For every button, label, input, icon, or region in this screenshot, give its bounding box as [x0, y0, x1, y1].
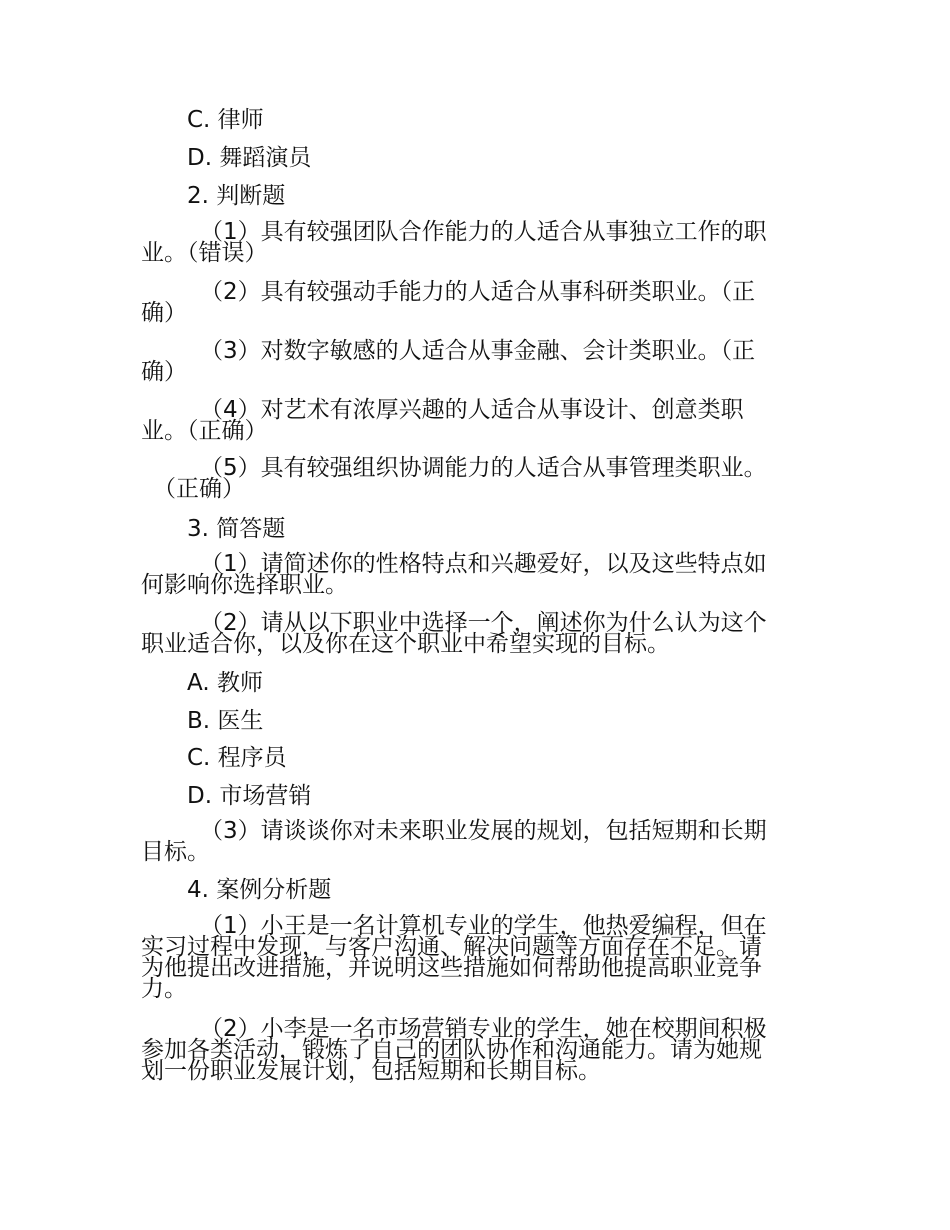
case-item-2: [141, 1016, 811, 1084]
judgment-item-4-line-1: （4）对艺术有浓厚兴趣的人适合从事设计、创意类职: [200, 397, 744, 423]
option-c-lawyer: C. 律师: [187, 107, 264, 133]
option-d-marketing: D. 市场营销: [187, 783, 312, 809]
short-answer-item-3: [141, 818, 811, 865]
judgment-item-3: [141, 338, 811, 385]
judgment-item-5-line-1: （5）具有较强组织协调能力的人适合从事管理类职业。: [200, 455, 767, 481]
judgment-item-1: [141, 219, 811, 266]
short-answer-item-1: [141, 551, 811, 598]
option-d-dancer: D. 舞蹈演员: [187, 145, 312, 171]
short-answer-item-3-line-1: （3）请谈谈你对未来职业发展的规划，包括短期和长期: [200, 818, 767, 844]
short-answer-item-2-line-1: （2）请从以下职业中选择一个，阐述你为什么认为这个: [200, 610, 767, 636]
judgment-item-3-line-1: （3）对数字敏感的人适合从事金融、会计类职业。（正: [200, 338, 756, 364]
judgment-item-1-line-1: （1）具有较强团队合作能力的人适合从事独立工作的职: [200, 219, 767, 245]
section-heading-judgment: 2. 判断题: [187, 183, 286, 209]
case-item-1-line-1: （1）小王是一名计算机专业的学生，他热爱编程，但在: [200, 913, 767, 939]
section-heading-short-answer: 3. 简答题: [187, 516, 286, 542]
short-answer-item-2: [141, 610, 811, 657]
case-item-2-line-1: （2）小李是一名市场营销专业的学生，她在校期间积极: [200, 1016, 767, 1042]
case-item-1-line-4: 力。: [141, 976, 187, 1002]
judgment-item-2-line-1: （2）具有较强动手能力的人适合从事科研类职业。（正: [200, 279, 756, 305]
judgment-item-5: [141, 455, 811, 502]
case-item-2-line-2: 参加各类活动，锻炼了自己的团队协作和沟通能力。请为她规: [141, 1037, 762, 1063]
short-answer-item-1-line-1: （1）请简述你的性格特点和兴趣爱好，以及这些特点如: [200, 551, 767, 577]
short-answer-item-2-line-2: 职业适合你，以及你在这个职业中希望实现的目标。: [141, 631, 670, 657]
case-item-1-line-2: 实习过程中发现，与客户沟通、解决问题等方面存在不足。请: [141, 934, 762, 960]
option-b-doctor: B. 医生: [187, 708, 264, 734]
judgment-item-4: [141, 397, 811, 444]
section-heading-case-analysis: 4. 案例分析题: [187, 877, 332, 903]
short-answer-item-1-line-2: 何影响你选择职业。: [141, 572, 348, 598]
case-item-1-line-3: 为他提出改进措施，并说明这些措施如何帮助他提高职业竞争: [141, 955, 762, 981]
option-c-programmer: C. 程序员: [187, 745, 287, 771]
judgment-item-2: [141, 279, 811, 326]
judgment-item-1-line-2: 业。（错误）: [141, 240, 268, 266]
case-item-2-line-3: 划一份职业发展计划，包括短期和长期目标。: [141, 1058, 601, 1084]
judgment-item-3-line-2: 确）: [141, 359, 187, 385]
case-item-1: [141, 913, 811, 1002]
option-a-teacher: A. 教师: [187, 670, 263, 696]
short-answer-item-3-line-2: 目标。: [141, 839, 210, 865]
judgment-item-5-line-2: （正确）: [153, 476, 245, 502]
judgment-item-4-line-2: 业。（正确）: [141, 418, 268, 444]
judgment-item-2-line-2: 确）: [141, 300, 187, 326]
